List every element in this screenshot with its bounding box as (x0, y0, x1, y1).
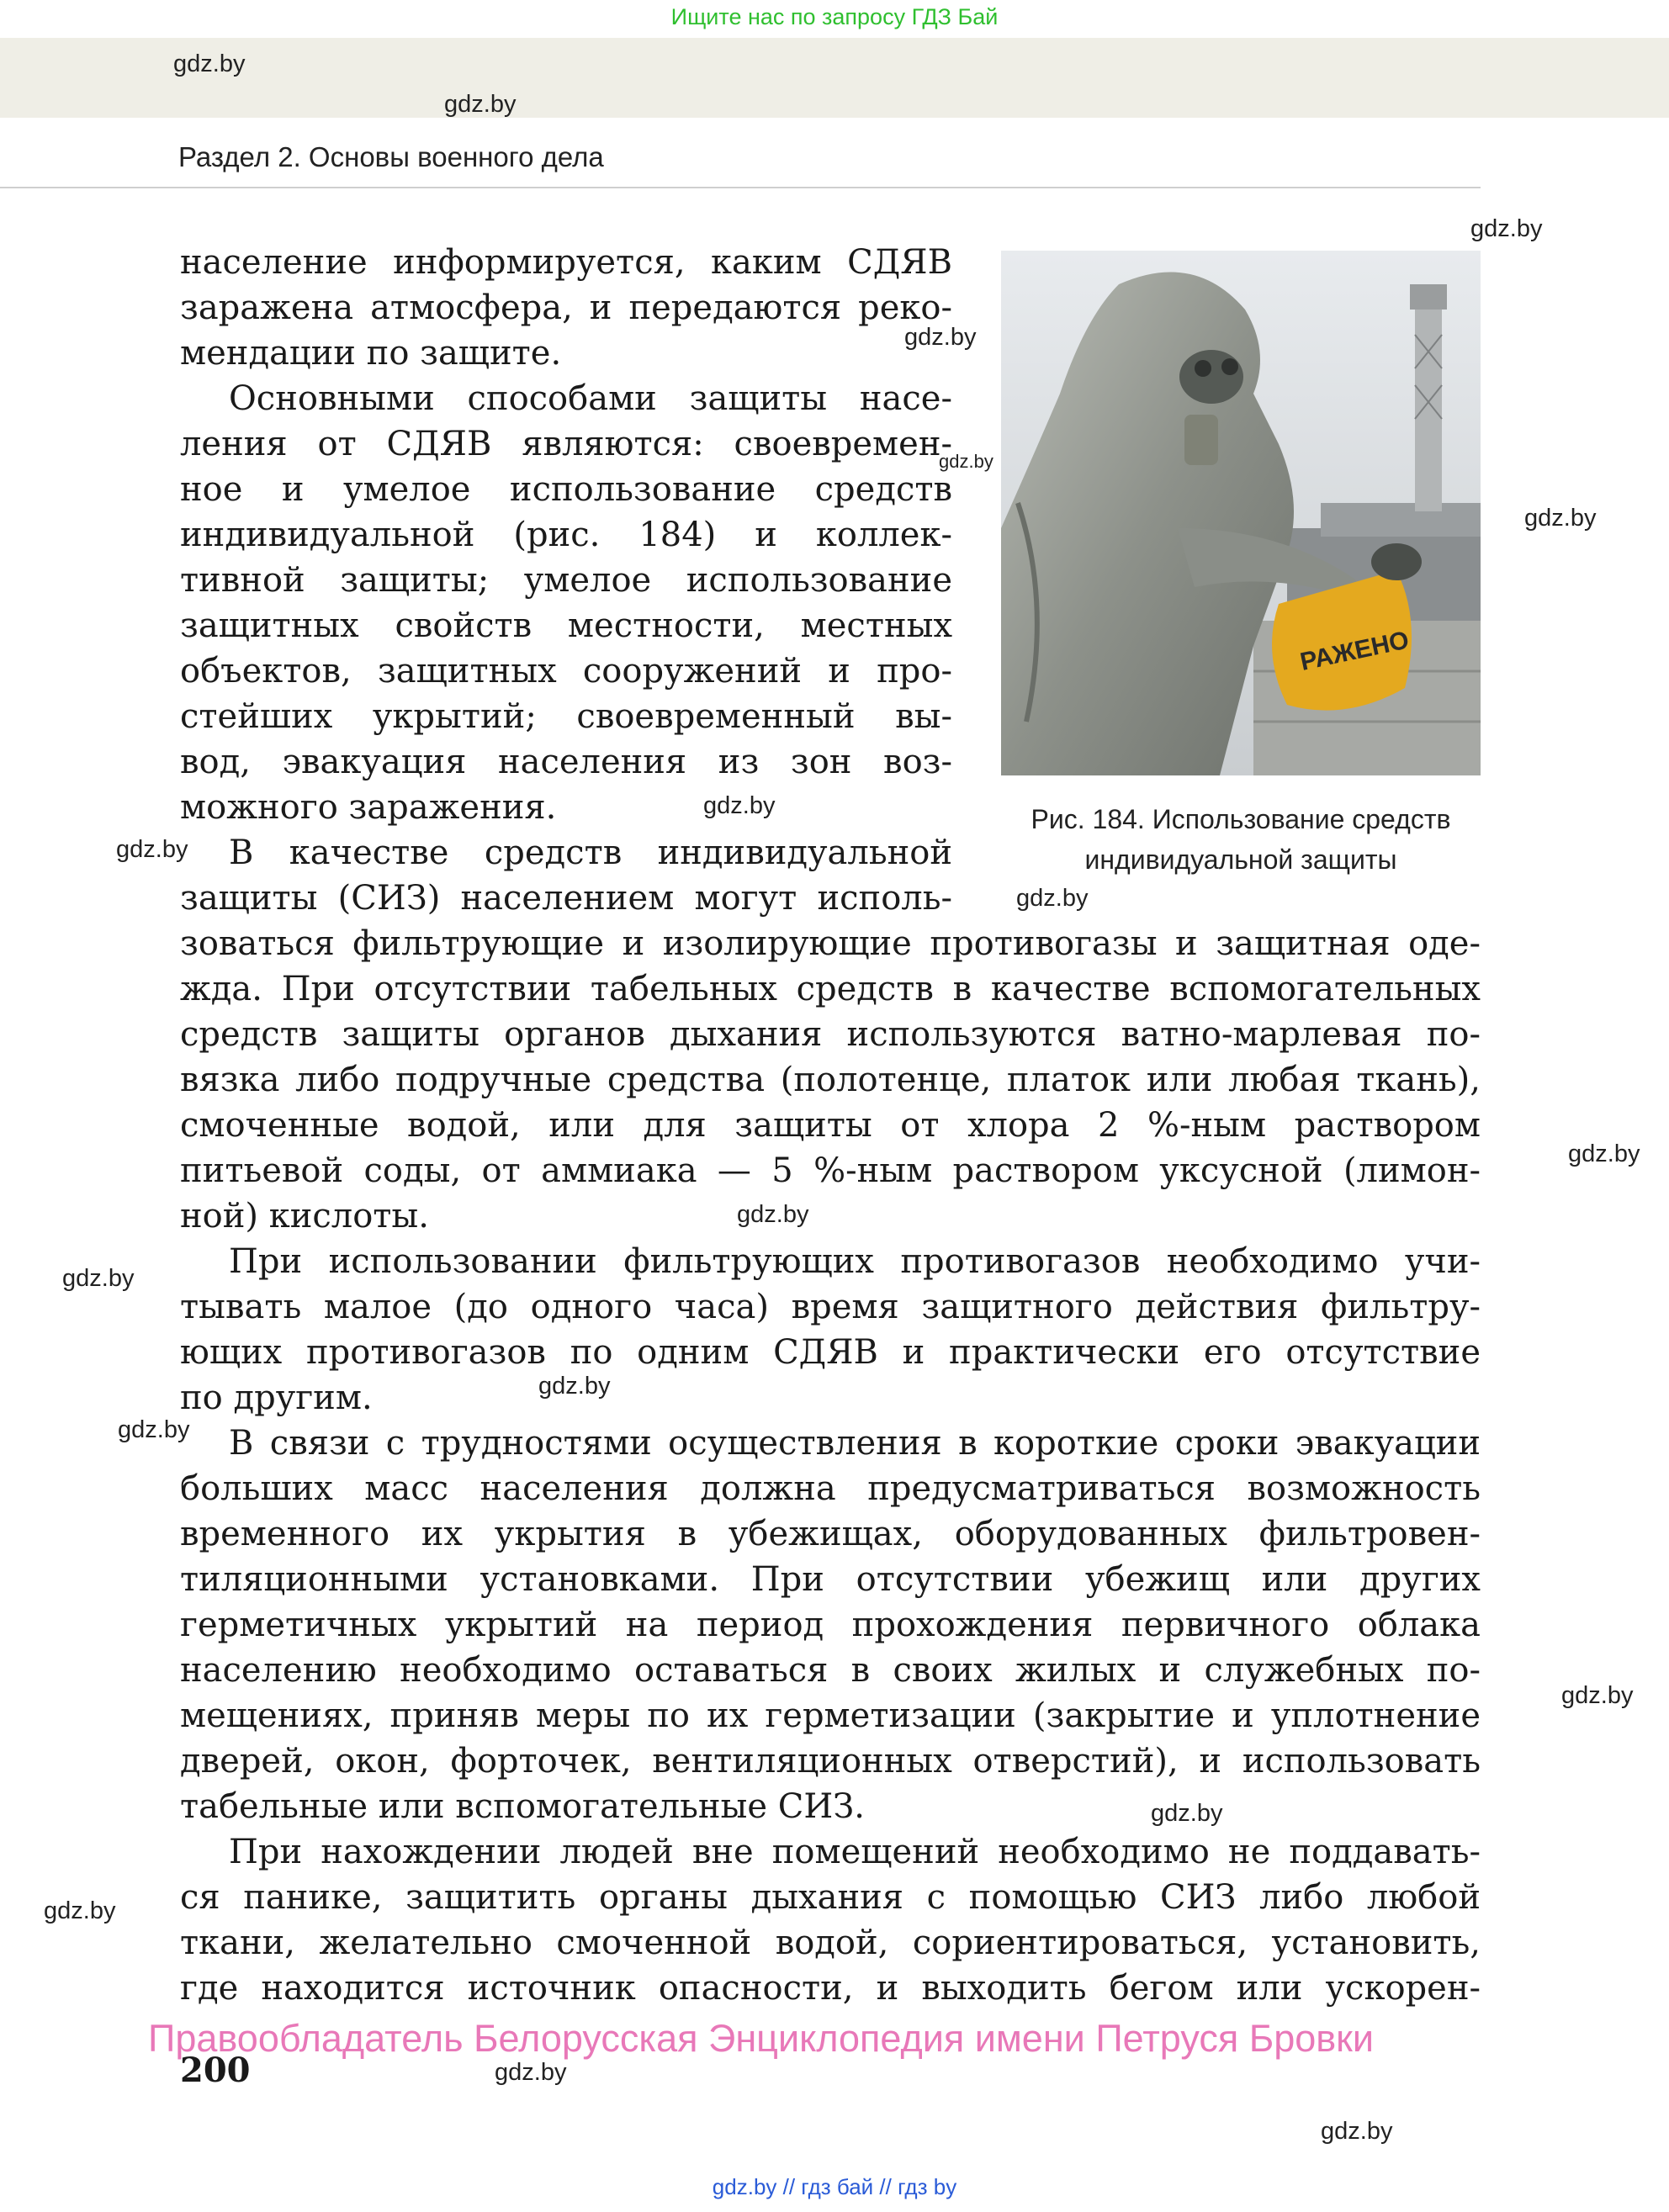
watermark: gdz.by (1016, 885, 1089, 912)
copyright-notice: Правообладатель Белорусская Энциклопедия имени Петруся Бровки (148, 2017, 1375, 2060)
text-line: тиляционными установками. При отсутствии убежищ или других (180, 1560, 1481, 1599)
watermark: gdz.by (538, 1373, 611, 1400)
watermark: gdz.by (1321, 2118, 1393, 2145)
text-line: население информируется, каким СДЯВ (180, 243, 952, 282)
text-line: заражена атмосфера, и передаются реко- (180, 288, 952, 327)
text-line: ткани, желательно смоченной водой, сориентироваться, установить, (180, 1924, 1481, 1962)
text-line: Основными способами защиты насе- (229, 379, 952, 418)
text-line: защиты (СИЗ) населением могут исполь- (180, 879, 952, 918)
text-line: больших масс населения должна предусматриваться возможность (180, 1469, 1481, 1508)
text-line: мещениях, приняв меры по их герметизации (закрытие и уплотнение (180, 1696, 1481, 1735)
text-line: по другим. (180, 1379, 373, 1417)
bag-label: РАЖЕНО (1297, 626, 1412, 676)
watermark: gdz.by (116, 836, 188, 863)
text-line: тивной защиты; умелое использование (180, 561, 952, 600)
caption-line: индивидуальной защиты (1084, 844, 1397, 875)
text-line: вязка либо подручные средства (полотенце, платок или любая ткань), (180, 1061, 1481, 1099)
text-line: мендации по защите. (180, 334, 562, 373)
bottom-links[interactable]: gdz.by // гдз бай // гдз by (712, 2174, 957, 2199)
text-line: ное и умелое использование средств (180, 470, 952, 509)
text-line: жда. При отсутствии табельных средств в качестве вспомогательных (180, 970, 1481, 1008)
section-title: Раздел 2. Основы военного дела (178, 141, 604, 172)
watermark: gdz.by (495, 2059, 567, 2086)
text-line: При использовании фильтрующих противогазов необходимо учи- (229, 1242, 1481, 1281)
text-line: смоченные водой, или для защиты от хлора 2 %-ным раствором (180, 1106, 1481, 1145)
watermark: gdz.by (939, 451, 993, 472)
figure-caption (993, 799, 1489, 880)
text-line: ной) кислоты. (180, 1197, 429, 1236)
text-line: В связи с трудностями осуществления в короткие сроки эвакуации (229, 1424, 1481, 1463)
watermark: gdz.by (118, 1416, 190, 1443)
text-line: стейших укрытий; своевременный вы- (180, 697, 952, 736)
watermark: gdz.by (444, 91, 517, 118)
header-divider (0, 187, 1481, 188)
watermark: gdz.by (1151, 1800, 1223, 1827)
text-line: тывать малое (до одного часа) время защитного действия фильтру- (180, 1288, 1481, 1326)
watermark: gdz.by (173, 50, 246, 77)
text-line: вод, эвакуация населения из зон воз- (180, 743, 952, 781)
text-line: можного заражения. (180, 788, 557, 827)
text-line: индивидуальной (рис. 184) и коллек- (180, 516, 952, 554)
text-line: населению необходимо оставаться в своих жилых и служебных по- (180, 1651, 1481, 1690)
watermark: gdz.by (1524, 505, 1597, 532)
header-band (0, 38, 1669, 118)
caption-line: Рис. 184. Использование средств (1031, 804, 1451, 834)
watermark: gdz.by (44, 1897, 116, 1924)
page-number: 200 (180, 2051, 251, 2090)
figure-photo (1001, 251, 1481, 775)
text-line: табельные или вспомогательные СИЗ. (180, 1787, 865, 1826)
text-line: зоваться фильтрующие и изолирующие противогазы и защитная оде- (180, 924, 1481, 963)
watermark: gdz.by (703, 792, 776, 819)
text-line: объектов, защитных сооружений и про- (180, 652, 952, 691)
text-line: питьевой соды, от аммиака — 5 %-ным раствором уксусной (лимон- (180, 1151, 1481, 1190)
text-line: средств защиты органов дыхания используются ватно-марлевая по- (180, 1015, 1481, 1054)
watermark: gdz.by (737, 1201, 809, 1228)
text-line: герметичных укрытий на период прохождения первичного облака (180, 1606, 1481, 1644)
text-line: временного их укрытия в убежищах, оборудованных фильтровен- (180, 1515, 1481, 1553)
text-line: ющих противогазов по одним СДЯВ и практически его отсутствие (180, 1333, 1481, 1372)
text-line: дверей, окон, форточек, вентиляционных отверстий), и использовать (180, 1742, 1481, 1781)
watermark: gdz.by (904, 324, 977, 351)
watermark: gdz.by (62, 1265, 135, 1292)
text-line: ления от СДЯВ являются: своевремен- (180, 425, 952, 463)
watermark: gdz.by (1470, 215, 1543, 242)
top-banner[interactable]: Ищите нас по запросу ГДЗ Бай (670, 4, 999, 29)
text-line: где находится источник опасности, и выходить бегом или ускорен- (180, 1969, 1481, 2008)
watermark: gdz.by (1568, 1140, 1640, 1167)
text-line: защитных свойств местности, местных (180, 606, 952, 645)
text-line: ся панике, защитить органы дыхания с помощью СИЗ либо любой (180, 1878, 1481, 1917)
text-line: В качестве средств индивидуальной (229, 833, 952, 872)
watermark: gdz.by (1561, 1682, 1634, 1709)
text-line: При нахождении людей вне помещений необходимо не поддавать- (229, 1833, 1481, 1871)
